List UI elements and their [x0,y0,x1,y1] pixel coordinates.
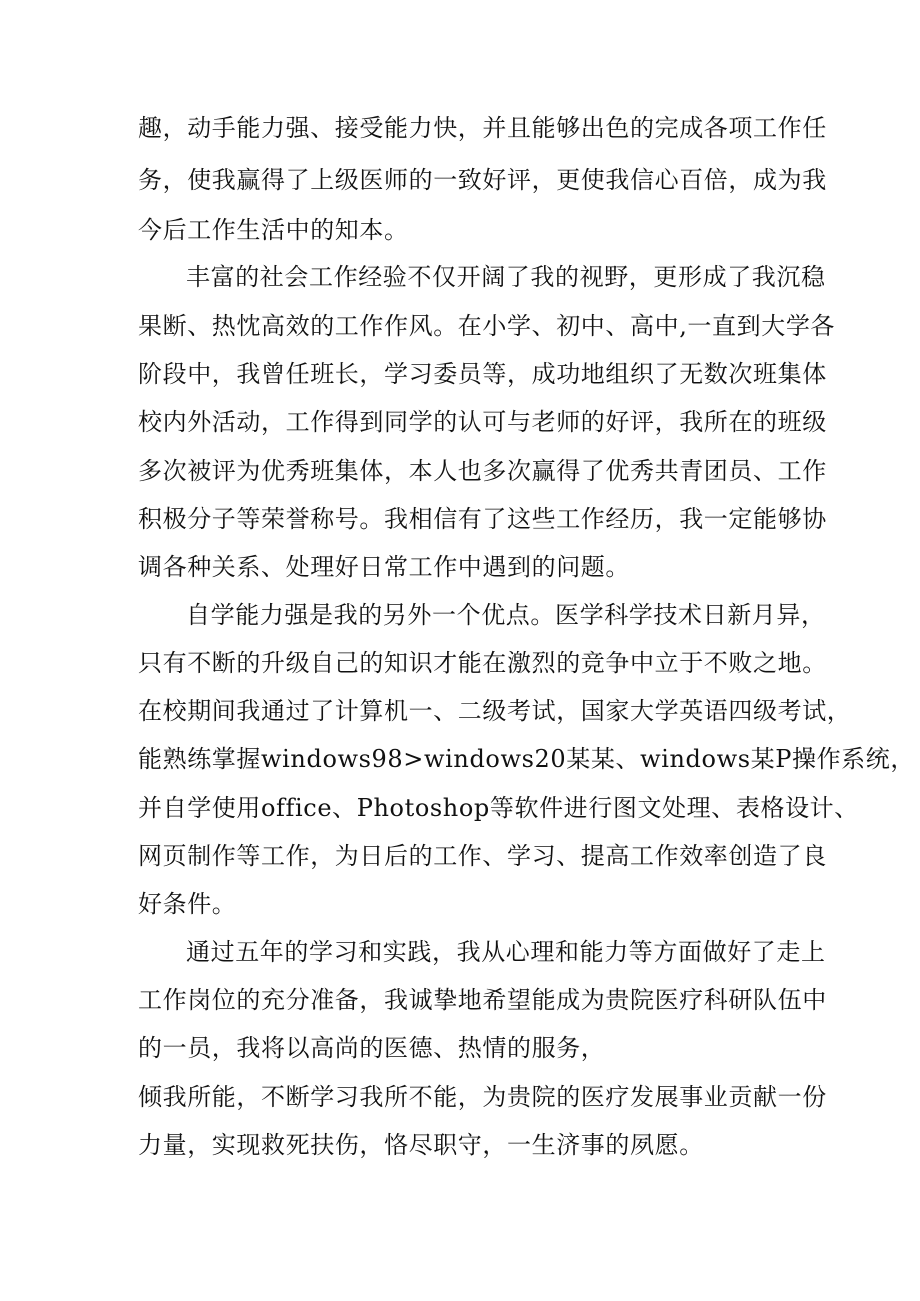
text-line: 积极分子等荣誉称号。我相信有了这些工作经历，我一定能够协 [138,505,827,533]
text-line: 趣，动手能力强、接受能力快，并且能够出色的完成各项工作任 [138,114,827,142]
text-line: 只有不断的升级自己的知识才能在激烈的竞争中立于不败之地。 [138,649,827,677]
text-line: 今后工作生活中的知本。 [138,216,409,244]
text-line: 阶段中，我曾任班长，学习委员等，成功地组织了无数次班集体 [138,360,827,388]
text-line: 工作岗位的充分准备，我诚挚地希望能成为贵院医疗科研队伍中 [138,986,827,1014]
text-line: 果断、热忱高效的工作作风。在小学、初中、高中,一直到大学各 [138,312,836,340]
text-line: 并自学使用office、Photoshop等软件进行图文处理、表格设计、 [138,794,859,822]
text-line: 务，使我赢得了上级医师的一致好评，更使我信心百倍，成为我 [138,166,827,194]
text-line: 校内外活动，工作得到同学的认可与老师的好评，我所在的班级 [138,408,827,436]
text-line: 在校期间我通过了计算机一、二级考试，国家大学英语四级考试， [138,697,852,725]
text-line: 网页制作等工作，为日后的工作、学习、提高工作效率创造了良 [138,842,827,870]
text-line: 丰富的社会工作经验不仅开阔了我的视野，更形成了我沉稳 [186,263,826,291]
text-line: 自学能力强是我的另外一个优点。医学科学技术日新月异， [186,601,826,629]
text-line: 好条件。 [138,890,237,918]
text-line: 的一员，我将以高尚的医德、热情的服务， [138,1034,606,1062]
text-line: 通过五年的学习和实践，我从心理和能力等方面做好了走上 [186,938,826,966]
text-line: 力量，实现救死扶伤，恪尽职守，一生济事的夙愿。 [138,1131,704,1159]
text-line: 能熟练掌握windows98>windows20某某、windows某P操作系统， [138,745,915,773]
text-line: 倾我所能，不断学习我所不能，为贵院的医疗发展事业贡献一份 [138,1083,827,1111]
text-line: 多次被评为优秀班集体，本人也多次赢得了优秀共青团员、工作 [138,457,827,485]
text-line: 调各种关系、处理好日常工作中遇到的问题。 [138,553,630,581]
